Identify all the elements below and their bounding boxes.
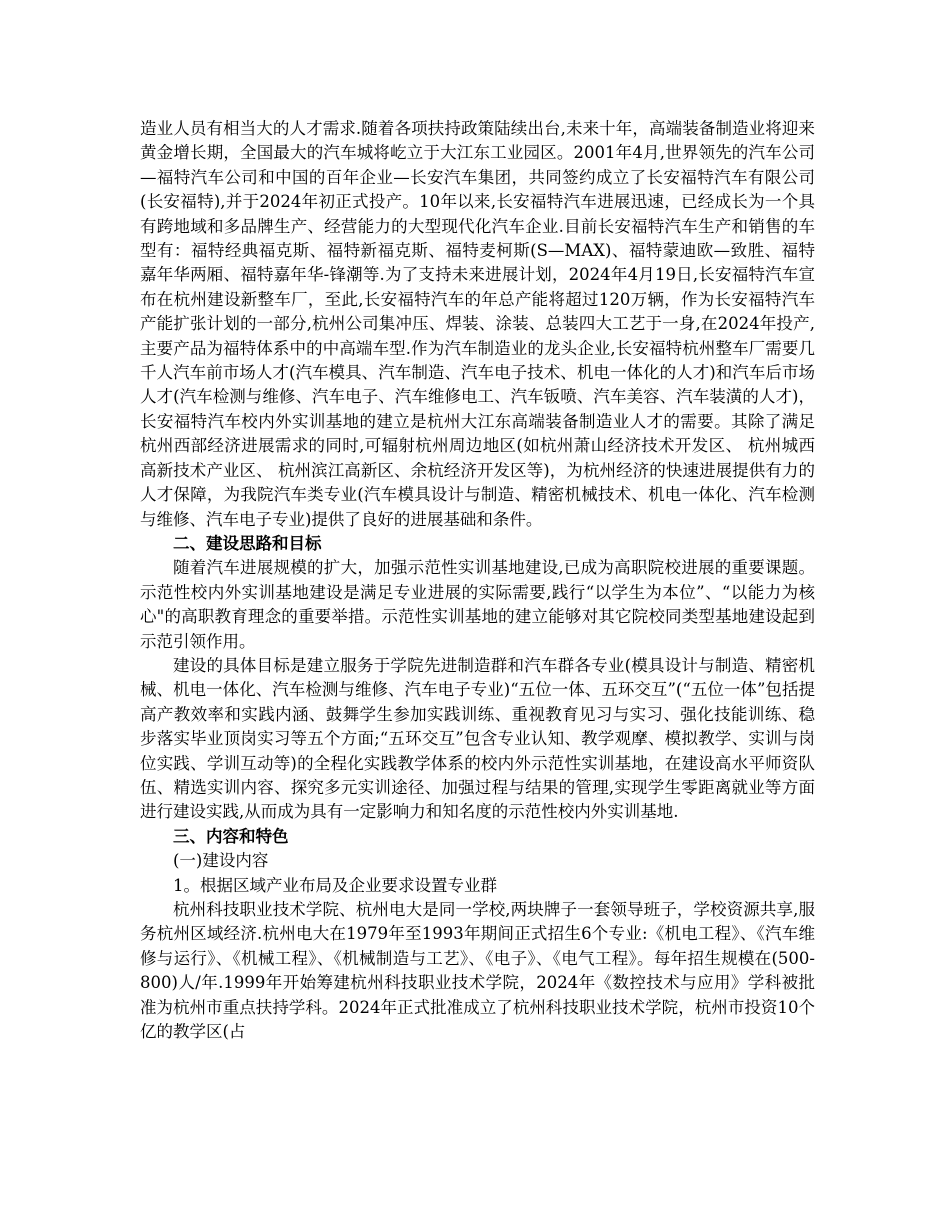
paragraph-school-history: 杭州科技职业技术学院、杭州电大是同一学校,两块牌子一套领导班子，学校资源共享,服务杭州区域经济.杭州电大在1979年至1993年期间正式招生6个专业:《机电工程》、《汽车维修与运行》、《机械工程》、《机械制造与工艺》、《电子》、《电气工程》。每年招生规模在(500-800)人/年.1999年开始筹建杭州科技职业技术学院，2024年《数控技术与应用》学科被批准为杭州市重点扶持学科。2024年正式批准成立了杭州科技职业技术学院，杭州市投资10个亿的教学区(占 [140, 900, 815, 1042]
subheading-professional-group: 1。根据区域产业布局及企业要求设置专业群 [173, 875, 497, 895]
section-heading-content-features: 三、内容和特色 [173, 826, 289, 846]
section-heading-ideas-goals: 二、建设思路和目标 [173, 533, 322, 553]
paragraph-construction-ideas: 随着汽车进展规模的扩大，加强示范性实训基地建设,已成为高职院校进展的重要课题。示范性校内外实训基地建设是满足专业进展的实际需要,践行“以学生为本位”、“以能力为核心"的高职教育理念的重要举措。示范性实训基地的建立能够对其它院校同类型基地建设起到示范引领作用。 [140, 558, 815, 651]
subheading-construction-content: (一)建设内容 [173, 851, 269, 871]
paragraph-industry-background: 造业人员有相当大的人才需求.随着各项扶持政策陆续出台,未来十年，高端装备制造业将迎来黄金增长期，全国最大的汽车城将屹立于大江东工业园区。2001年4月,世界领先的汽车公司—福特汽车公司和中国的百年企业—长安汽车集团，共同签约成立了长安福特汽车有限公司(长安福特),并于2024年初正式投产。10年以来,长安福特汽车进展迅速，已经成长为一个具有跨地域和多品牌生产、经营能力的大型现代化汽车企业.目前长安福特汽车生产和销售的车型有：福特经典福克斯、福特新福克斯、福特麦柯斯(S—MAX)、福特蒙迪欧—致胜、福特嘉年华两厢、福特嘉年华-锋潮等.为了支持未来进展计划，2024年4月19日,长安福特汽车宣布在杭州建设新整车厂，至此,长安福特汽车的年总产能将超过120万辆，作为长安福特汽车产能扩张计划的一部分,杭州公司集冲压、焊装、涂装、总装四大工艺于一身,在2024年投产,主要产品为福特体系中的中高端车型.作为汽车制造业的龙头企业,长安福特杭州整车厂需要几千人汽车前市场人才(汽车模具、汽车制造、汽车电子技术、机电一体化的人才)和汽车后市场人才(汽车检测与维修、汽车电子、汽车维修电工、汽车钣喷、汽车美容、汽车装潢的人才)，长安福特汽车校内外实训基地的建立是杭州大江东高端装备制造业人才的需要。其除了满足杭州西部经济进展需求的同时,可辐射杭州周边地区(如杭州萧山经济技术开发区、 杭州城西高新技术产业区、 杭州滨江高新区、余杭经济开发区等)，为杭州经济的快速进展提供有力的人才保障，为我院汽车类专业(汽车模具设计与制造、精密机械技术、机电一体化、汽车检测与维修、汽车电子专业)提供了良好的进展基础和条件。 [140, 119, 815, 529]
document-page [140, 117, 815, 1044]
paragraph-specific-goals: 建设的具体目标是建立服务于学院先进制造群和汽车群各专业(模具设计与制造、精密机械、机电一体化、汽车检测与维修、汽车电子专业)“五位一体、五环交互”(“五位一体”包括提高产教效率和实践内涵、鼓舞学生参加实践训练、重视教育见习与实习、强化技能训练、稳步落实毕业顶岗实习等五个方面;“五环交互”包含专业认知、教学观摩、模拟教学、实训与岗位实践、学训互动等)的全程化实践教学体系的校内外示范性实训基地，在建设高水平师资队伍、精选实训内容、探究多元实训途径、加强过程与结果的管理,实现学生零距离就业等方面进行建设实践,从而成为具有一定影响力和知名度的示范性校内外实训基地. [140, 655, 815, 822]
